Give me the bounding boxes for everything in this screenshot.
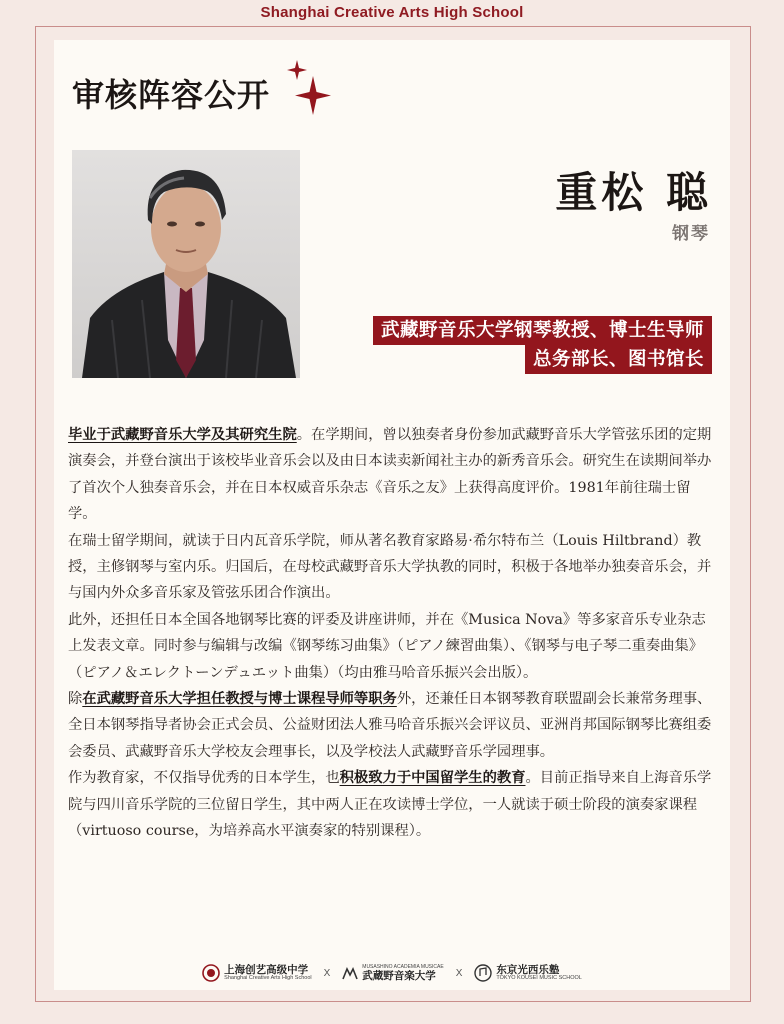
school-logo — [202, 964, 311, 982]
bio-highlight: 积极致力于中国留学生的教育 — [339, 770, 526, 787]
bio-text: 除 — [68, 691, 83, 708]
bio-highlight: 毕业于武藏野音乐大学及其研究生院 — [68, 427, 297, 443]
bio-paragraph — [68, 686, 718, 765]
music-school-emblem-icon — [474, 964, 492, 982]
logo-text: 武蔵野音楽大学 — [362, 969, 436, 982]
bio-paragraph — [68, 765, 718, 844]
logo-subtext: Shanghai Creative Arts High School — [224, 975, 312, 981]
person-subject: 钢琴 — [672, 224, 710, 244]
sparkle-icon — [283, 58, 333, 116]
title-line: 总务部长、图书馆长 — [525, 345, 712, 374]
school-header: Shanghai Creative Arts High School — [260, 4, 524, 21]
bio-text: 作为教育家，不仅指导优秀的日本学生，也 — [68, 770, 340, 787]
bio-paragraph — [68, 422, 718, 528]
bio-text: 。目前正指导来自上海音乐学院与四川音乐学院的三位留日学生，其中两人正在攻读博士学位，一人就读于硕士阶段的演奏家课程（virtuoso course，为培养高水平演奏家的特别课程）。 — [68, 770, 712, 840]
page-headline: 审核阵容公开 — [72, 76, 271, 114]
portrait-photo — [72, 150, 300, 378]
bio-highlight: 在武藏野音乐大学担任教授与博士课程导师等职务 — [82, 691, 397, 708]
logo-subtext: MUSASHINO ACADEMIA MUSICAE — [362, 963, 444, 970]
musashino-logo — [342, 965, 443, 982]
logo-subtext: TOKYO KOUSEI MUSIC SCHOOL — [496, 975, 582, 981]
logo-text: 上海创艺高级中学 — [224, 963, 309, 976]
footer-logos — [0, 958, 784, 988]
logo-separator: X — [323, 967, 331, 979]
school-emblem-icon — [202, 964, 220, 982]
person-titles — [373, 316, 712, 374]
tokyo-music-school-logo — [474, 964, 581, 982]
logo-text: 东京光西乐塾 — [496, 963, 560, 976]
person-name: 重松 聪 — [555, 168, 712, 217]
bio-text: 。在学期间，曾以独奏者身份参加武藏野音乐大学管弦乐团的定期演奏会，并登台演出于该校毕业音乐会以及由日本读卖新闻社主办的新秀音乐会。研究生在读期间举办了首次个人独奏音乐会，并在日本权威音乐杂志《音乐之友》上获得高度评价。1981年前往瑞士留学。 — [68, 427, 712, 523]
bio-text: 外，还兼任日本钢琴教育联盟副会长兼常务理事、全日本钢琴指导者协会正式会员、公益财团法人雅马哈音乐振兴会评议员、亚洲肖邦国际钢琴比赛组委会委员、武藏野音乐大学校友会理事长，以及学校法人武藏野音乐学园理事。 — [68, 691, 712, 760]
title-line: 武藏野音乐大学钢琴教授、博士生导师 — [373, 316, 712, 345]
biography — [68, 422, 718, 845]
logo-separator: X — [455, 967, 463, 979]
musashino-emblem-icon — [342, 966, 358, 980]
bio-paragraph: 在瑞士留学期间，就读于日内瓦音乐学院，师从著名教育家路易·希尔特布兰（Louis Hiltbrand）教授，主修钢琴与室内乐。归国后，在母校武藏野音乐大学执教的同时，积极于各地举办独奏音乐会，并与国内外众多音乐家及管弦乐团合作演出。 — [68, 532, 712, 602]
bio-paragraph: 此外，还担任日本全国各地钢琴比赛的评委及讲座讲师，并在《Musica Nova》等多家音乐专业杂志上发表文章。同时参与编辑与改编《钢琴练习曲集》（ピアノ練習曲集）、《钢琴与电子琴二重奏曲集》（ピアノ＆エレクトーンデュエット曲集）（均由雅马哈音乐振兴会出版）。 — [68, 611, 706, 681]
